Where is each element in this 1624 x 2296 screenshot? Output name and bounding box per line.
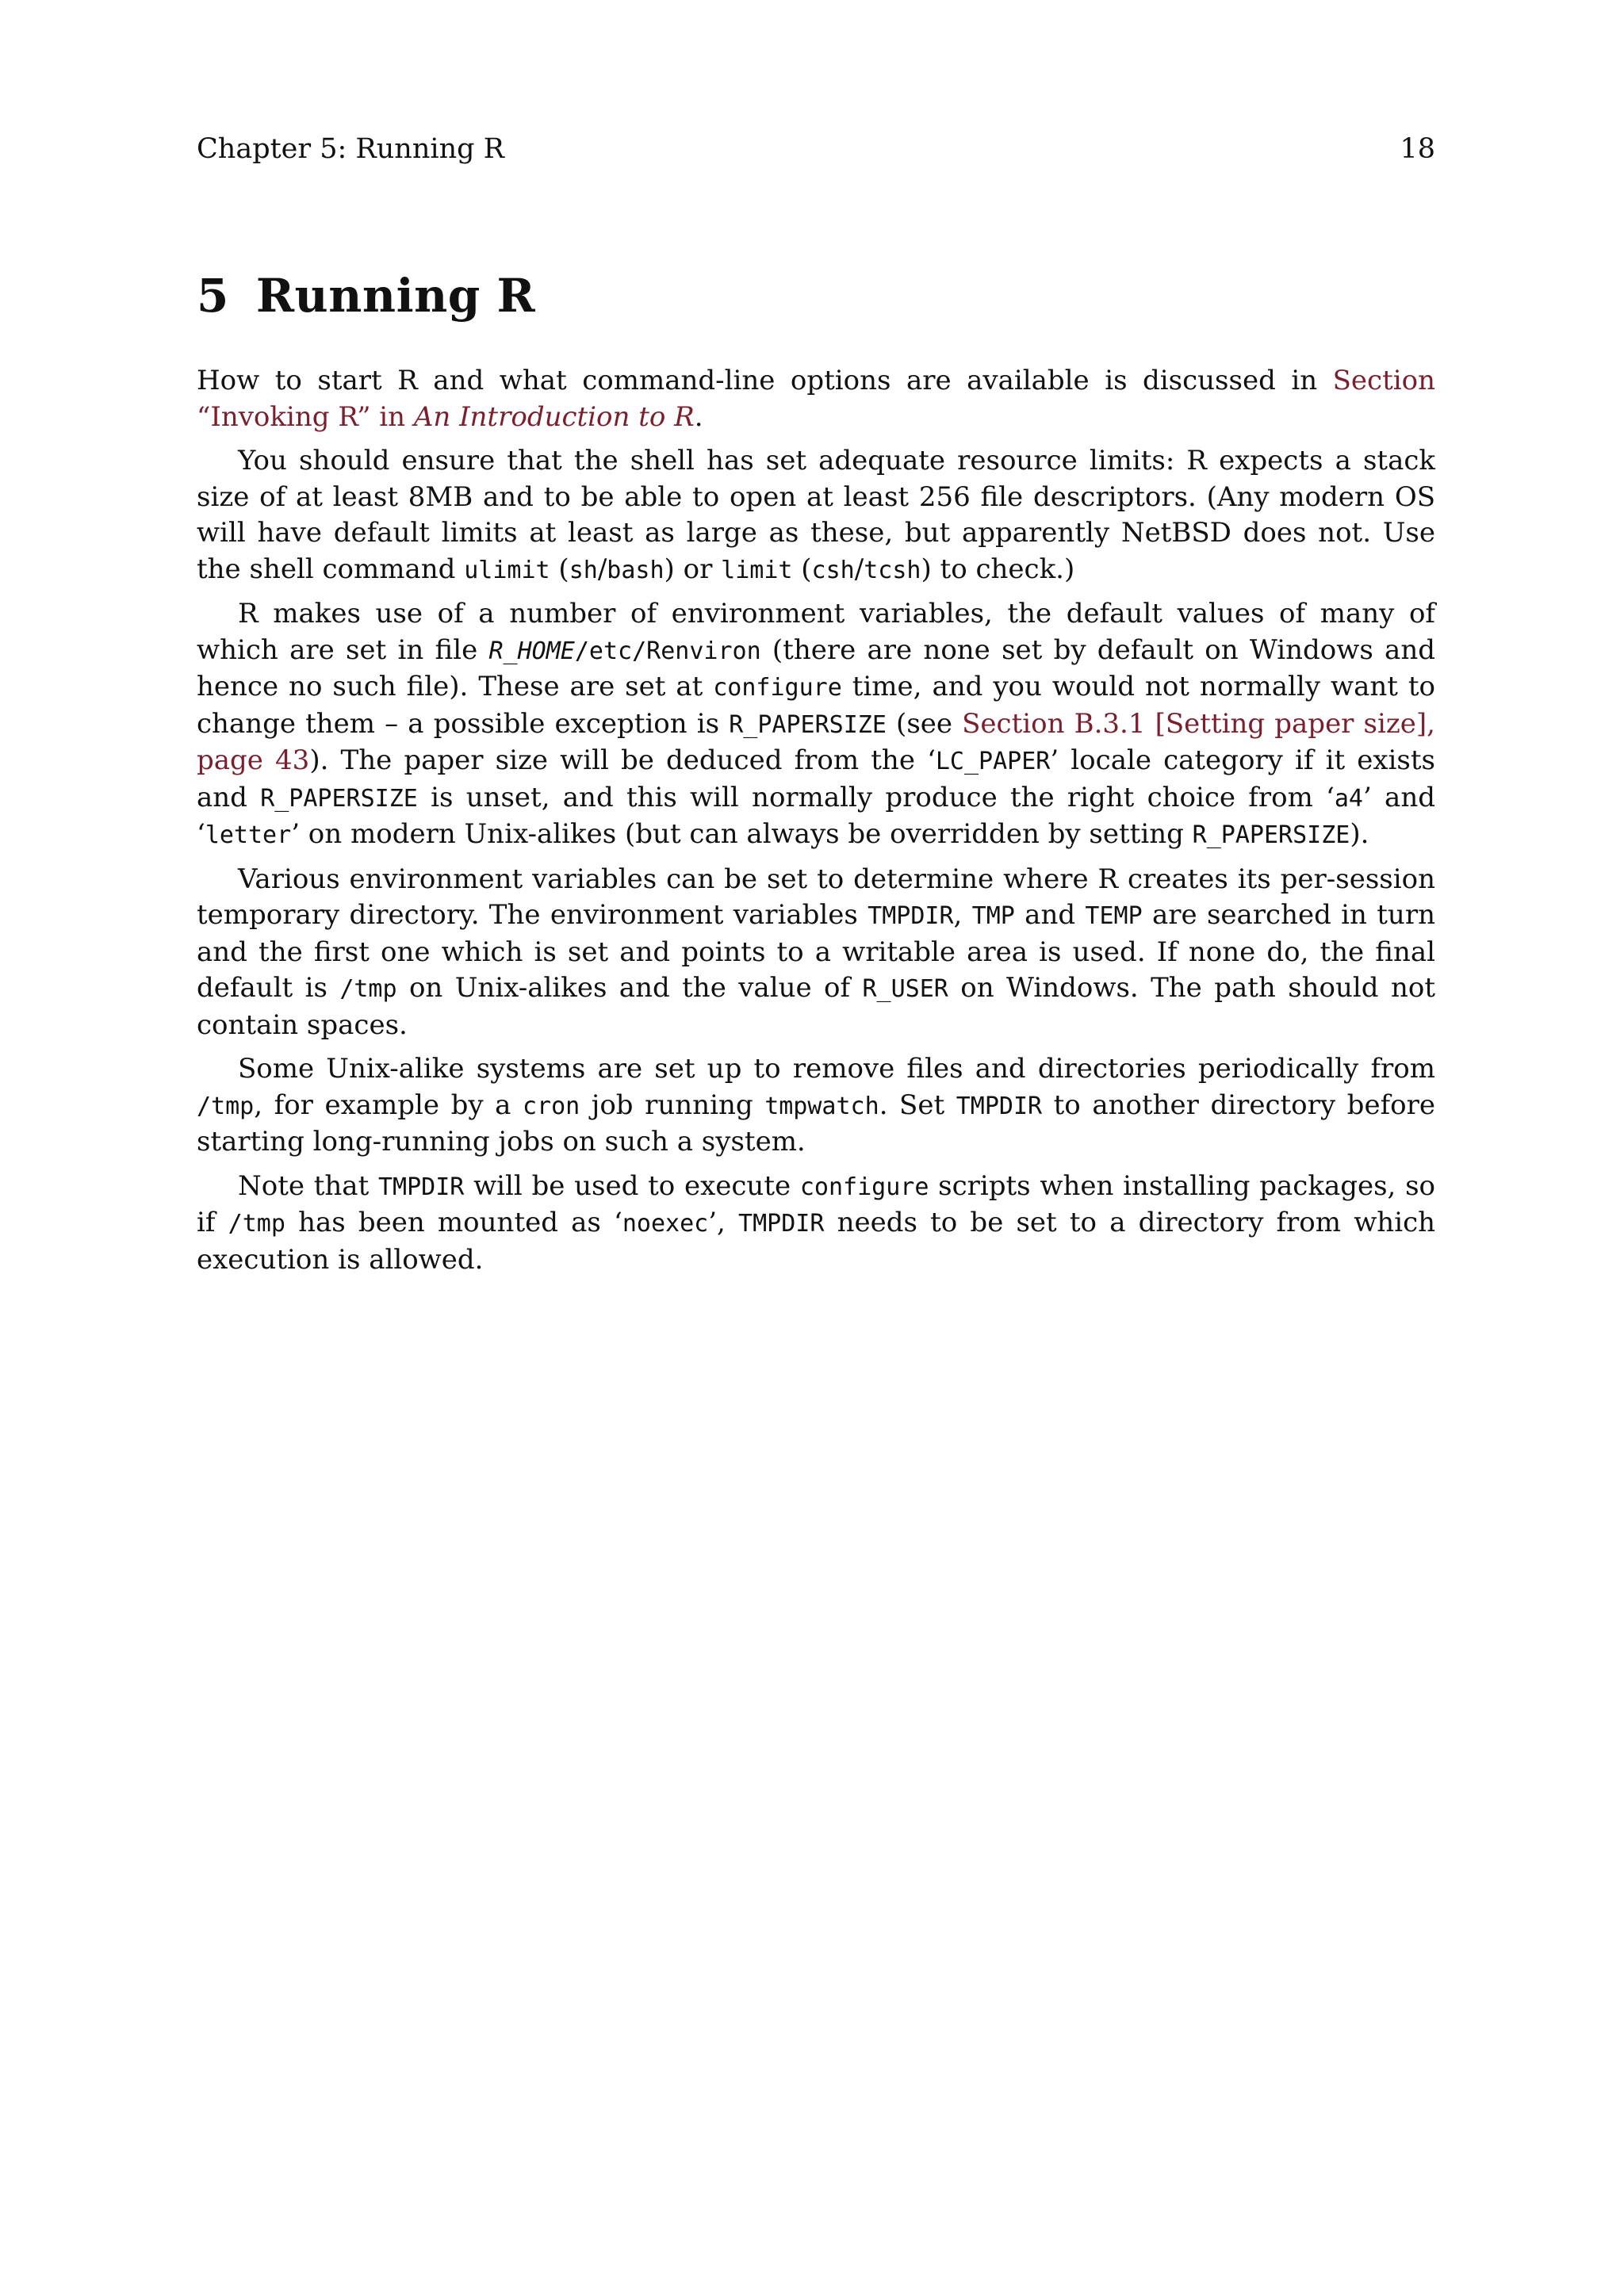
link-setting-paper-size[interactable]: Section B.3.1 [Setting paper size], page 43 xyxy=(197,707,1435,776)
text-run: / xyxy=(597,553,607,585)
code-etc-renviron: /etc/Renviron xyxy=(574,637,761,665)
code-tmpwatch: tmpwatch xyxy=(764,1092,879,1120)
text-run: will be used to execute xyxy=(464,1169,800,1202)
text-run: (see xyxy=(886,707,963,740)
link-text: Section “Invoking R” in xyxy=(197,365,1435,433)
text-run: , xyxy=(953,899,972,931)
code-bash: bash xyxy=(607,556,665,584)
code-slash-tmp: /tmp xyxy=(228,1210,285,1238)
text-run: scripts when installing packages, so if xyxy=(197,1169,1436,1238)
text-run: and xyxy=(1014,899,1086,931)
code-tmpdir: TMPDIR xyxy=(377,1173,465,1201)
text-run: (there are none set by default on Windows and hence no such file). These are set at xyxy=(197,633,1435,702)
text-run: ). The paper size will be deduced from the ‘ xyxy=(309,744,936,776)
text-run: ) to check.) xyxy=(921,553,1075,585)
code-tmpdir: TMPDIR xyxy=(868,902,954,930)
code-cron: cron xyxy=(522,1092,580,1120)
code-r-papersize: R_PAPERSIZE xyxy=(729,710,887,739)
text-run: . Set xyxy=(879,1089,956,1121)
code-limit: limit xyxy=(721,556,793,584)
paragraph-5 xyxy=(197,1051,1435,1161)
code-configure: configure xyxy=(713,674,842,702)
code-r-papersize: R_PAPERSIZE xyxy=(260,784,418,813)
text-run: Some Unix-alike systems are set up to remove files and directories periodically from xyxy=(238,1053,1435,1085)
code-temp: TEMP xyxy=(1085,902,1143,930)
paragraph-2 xyxy=(197,443,1435,588)
text-run: ( xyxy=(550,553,569,585)
text-run: How to start R and what command-line options are available is discussed in xyxy=(197,365,1333,396)
text-run: job running xyxy=(580,1089,765,1121)
text-run: You should ensure that the shell has set adequate resource limits: R expects a stack size of at least 8MB and to be able to open at least 256 file descriptors. (Any modern OS will have default limits at least as large as these, but apparently NetBSD does not. Use the shell command xyxy=(197,445,1435,585)
paragraph-1 xyxy=(197,363,1435,435)
text-run: ). xyxy=(1350,818,1369,850)
running-header xyxy=(197,132,1435,166)
code-tcsh: tcsh xyxy=(864,556,921,584)
code-csh: csh xyxy=(811,556,855,584)
link-book-title: An Introduction to R xyxy=(413,400,695,433)
text-run: ’, xyxy=(708,1207,739,1238)
text-run: on Windows. The path should not contain spaces. xyxy=(197,972,1435,1041)
text-run: to another directory before starting long-running jobs on such a system. xyxy=(197,1089,1435,1158)
text-run: ) or xyxy=(664,553,722,585)
header-chapter-label: Chapter 5: Running R xyxy=(197,133,505,165)
text-run: ( xyxy=(792,553,812,585)
text-run: is unset, and this will normally produce the right choice from ‘ xyxy=(417,781,1335,813)
code-tmpdir: TMPDIR xyxy=(956,1092,1043,1120)
text-run: Various environment variables can be set to determine where R creates its per-session temporary directory. The environment variables xyxy=(197,863,1435,931)
chapter-title-text: Running R xyxy=(255,269,536,323)
code-tmpdir: TMPDIR xyxy=(738,1210,825,1238)
paragraph-4 xyxy=(197,862,1435,1044)
code-r-home: R_HOME xyxy=(488,637,575,665)
paragraph-3 xyxy=(197,596,1435,854)
paragraph-6 xyxy=(197,1169,1435,1279)
header-page-number: 18 xyxy=(1400,133,1435,165)
code-a4: a4 xyxy=(1334,784,1363,813)
code-sh: sh xyxy=(569,556,598,584)
code-noexec: noexec xyxy=(622,1210,709,1238)
code-configure: configure xyxy=(799,1173,929,1201)
code-r-papersize: R_PAPERSIZE xyxy=(1192,821,1350,849)
code-r-user: R_USER xyxy=(862,975,948,1003)
text-run: ’ locale category if it exists and xyxy=(197,744,1435,813)
text-run: are searched in turn and the first one which is set and points to a writable area is used. If none do, the final default is xyxy=(197,899,1435,1004)
text-run: needs to be set to a directory from which execution is allowed. xyxy=(197,1207,1436,1276)
text-run: R makes use of a number of environment variables, the default values of many of which are set in file xyxy=(197,598,1435,666)
code-slash-tmp: /tmp xyxy=(339,975,397,1003)
text-run: has been mounted as ‘ xyxy=(285,1207,622,1238)
chapter-heading xyxy=(197,268,535,323)
chapter-number: 5 xyxy=(197,269,229,323)
code-slash-tmp: /tmp xyxy=(197,1092,255,1120)
text-run: . xyxy=(694,400,703,433)
text-run: Note that xyxy=(238,1169,378,1202)
code-ulimit: ulimit xyxy=(464,556,550,584)
text-run: ’ and ‘ xyxy=(197,781,1435,850)
text-run: / xyxy=(854,553,864,585)
text-run: on Unix-alikes and the value of xyxy=(396,972,863,1004)
text-run: ’ on modern Unix-alikes (but can always be overridden by setting xyxy=(291,818,1193,850)
text-run: time, and you would not normally want to change them – a possible exception is xyxy=(197,671,1436,740)
code-letter: letter xyxy=(205,821,292,849)
code-lc-paper: LC_PAPER xyxy=(935,748,1051,775)
code-tmp: TMP xyxy=(971,902,1015,930)
text-run: , for example by a xyxy=(254,1089,523,1121)
chapter-body xyxy=(197,363,1435,1286)
